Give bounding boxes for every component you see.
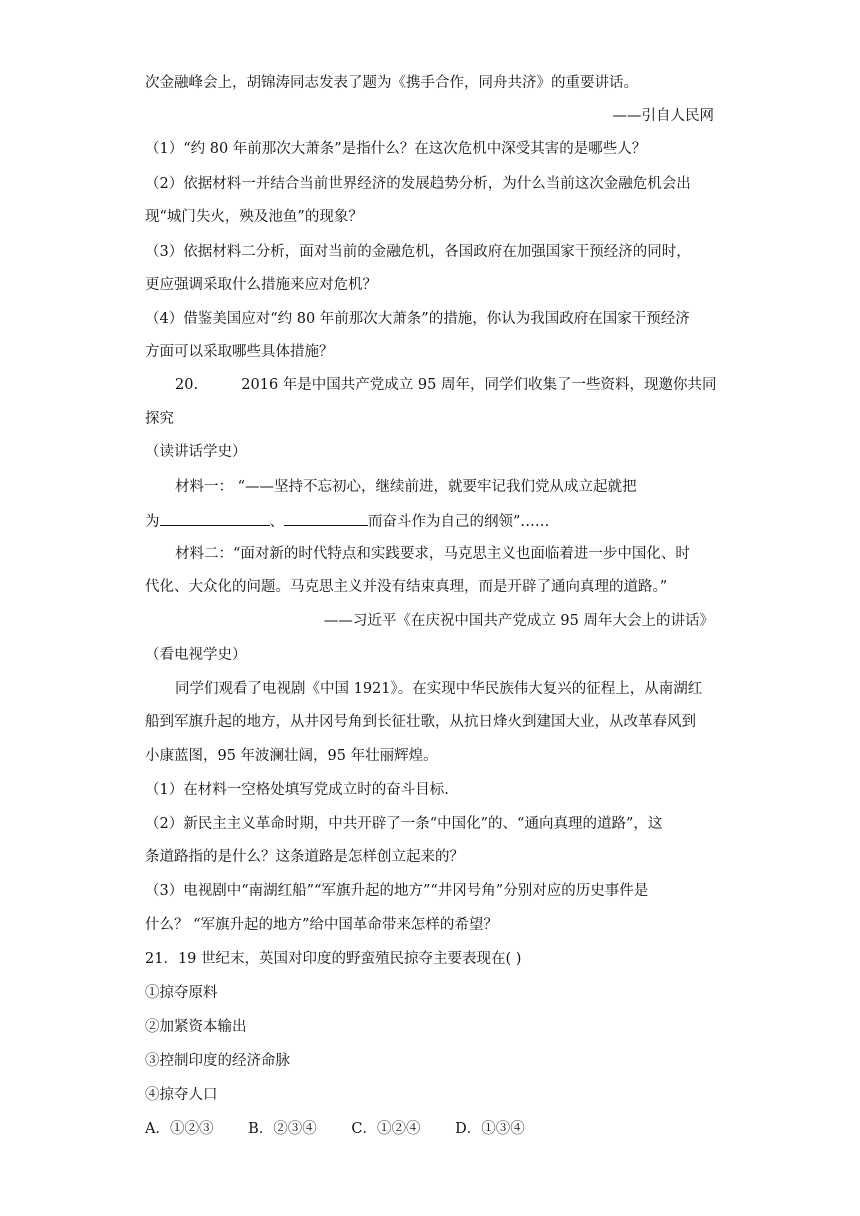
q21-item-1: ①掠夺原料 <box>145 985 218 1001</box>
material-2: 材料二：“面对新的时代特点和实践要求，马克思主义也面临着进一步中国化、时 <box>175 546 690 562</box>
q19-subquestion-4-cont: 方面可以采取哪些具体措施？ <box>145 344 334 360</box>
fill-blank-2[interactable] <box>284 510 368 526</box>
q20-subquestion-3-cont: 什么？ “军旗升起的地方”给中国革命带来怎样的希望？ <box>145 917 498 933</box>
q20-stem <box>175 375 716 395</box>
q20-subquestion-1: （1）在材料一空格处填写党成立时的奋斗目标. <box>145 782 449 798</box>
section-read-speech: （读讲话学史） <box>145 444 247 460</box>
intro-line: 次金融峰会上，胡锦涛同志发表了题为《携手合作，同舟共济》的重要讲话。 <box>145 75 638 91</box>
q19-subquestion-4: （4）借鉴美国应对“约 80 年前那次大萧条”的措施，你认为我国政府在国家干预经济 <box>145 311 690 327</box>
fill-blank-1[interactable] <box>160 510 270 526</box>
source-citation: ——引自人民网 <box>612 108 714 124</box>
q20-subquestion-2: （2）新民主主义革命时期，中共开辟了一条“中国化”的、“通向真理的道路”，这 <box>145 816 663 832</box>
material-1-cont <box>145 510 549 532</box>
tv-paragraph-2: 船到军旗升起的地方，从井冈号角到长征壮歌，从抗日烽火到建国大业，从改革春风到 <box>145 714 696 730</box>
q20-subquestion-3: （3）电视剧中“南湖红船”“军旗升起的地方”“井冈号角”分别对应的历史事件是 <box>145 883 649 899</box>
q19-subquestion-3: （3）依据材料二分析，面对当前的金融危机，各国政府在加强国家干预经济的同时， <box>145 244 691 260</box>
option-d[interactable]: D．①③④ <box>455 1121 525 1137</box>
q20-stem-cont: 探究 <box>145 411 174 427</box>
material-1-suffix: 而奋斗作为自己的纲领”…… <box>368 514 550 530</box>
option-c[interactable]: C．①②④ <box>351 1121 421 1137</box>
q21-stem: 21．19 世纪末，英国对印度的野蛮殖民掠夺主要表现在( ) <box>145 951 522 967</box>
material-1-sep: 、 <box>269 514 284 530</box>
q19-subquestion-1: （1）“约 80 年前那次大萧条”是指什么？在这次危机中深受其害的是哪些人？ <box>145 141 647 157</box>
q20-stem-text: 2016 年是中国共产党成立 95 周年，同学们收集了一些资料，现邀你共同 <box>241 377 717 393</box>
material-2-source: ——习近平《在庆祝中国共产党成立 95 周年大会上的讲话》 <box>323 613 714 629</box>
material-1: 材料一： “——坚持不忘初心，继续前进，就要牢记我们党从成立起就把 <box>175 479 637 495</box>
q20-number: 20. <box>175 377 199 393</box>
q21-item-4: ④掠夺人口 <box>145 1087 218 1103</box>
q19-subquestion-2: （2）依据材料一并结合当前世界经济的发展趋势分析，为什么当前这次金融危机会出 <box>145 176 691 192</box>
option-b[interactable]: B．②③④ <box>248 1121 317 1137</box>
q21-item-3: ③控制印度的经济命脉 <box>145 1053 290 1069</box>
material-2-cont: 代化、大众化的问题。马克思主义并没有结束真理，而是开辟了通向真理的道路。” <box>145 579 668 595</box>
tv-paragraph-3: 小康蓝图，95 年波澜壮阔，95 年壮丽辉煌。 <box>145 748 438 764</box>
material-1-prefix: 为 <box>145 514 160 530</box>
tv-paragraph-1: 同学们观看了电视剧《中国 1921》。在实现中华民族伟大复兴的征程上，从南湖红 <box>175 681 703 697</box>
section-watch-tv: （看电视学史） <box>145 647 247 663</box>
q19-subquestion-2-cont: 现“城门失火，殃及池鱼”的现象？ <box>145 209 363 225</box>
option-a[interactable]: A．①②③ <box>145 1121 214 1137</box>
q20-subquestion-2-cont: 条道路指的是什么？这条道路是怎样创立起来的？ <box>145 849 464 865</box>
q21-options <box>145 1119 555 1139</box>
q19-subquestion-3-cont: 更应强调采取什么措施来应对危机？ <box>145 277 377 293</box>
q21-item-2: ②加紧资本输出 <box>145 1019 247 1035</box>
